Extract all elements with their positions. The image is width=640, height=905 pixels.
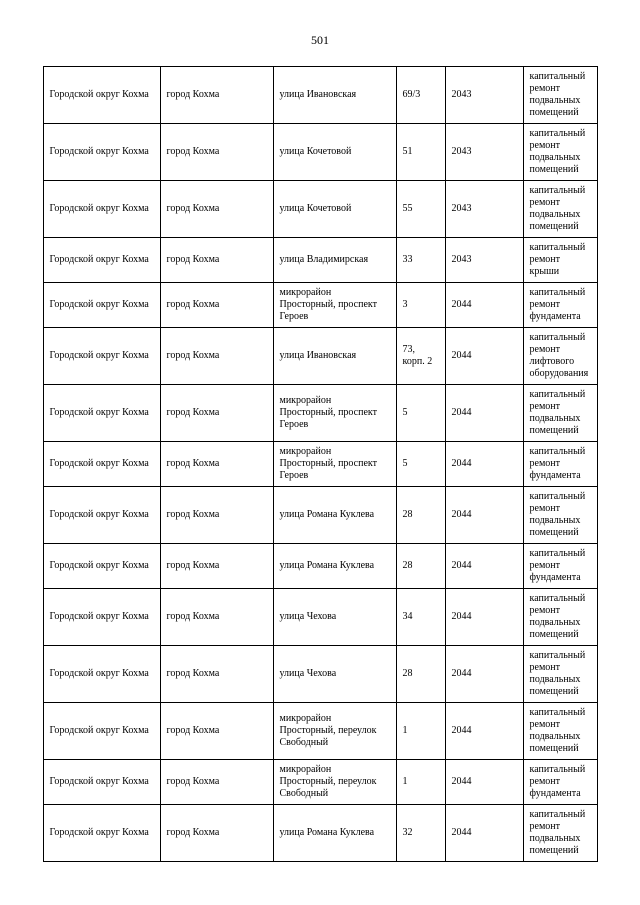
cell-work-type: капитальный ремонт лифтового оборудования [523,328,597,385]
cell-year: 2044 [445,805,523,862]
cell-district: Городской округ Кохма [43,760,160,805]
cell-house-number: 69/3 [396,67,445,124]
cell-street: улица Владимирская [273,238,396,283]
cell-district: Городской округ Кохма [43,67,160,124]
cell-house-number: 34 [396,589,445,646]
cell-street: улица Романа Куклева [273,805,396,862]
table-row [43,283,597,328]
table-row [43,544,597,589]
cell-city: город Кохма [160,487,273,544]
cell-street: микрорайон Просторный, переулок Свободный [273,703,396,760]
table-row [43,328,597,385]
cell-work-type: капитальный ремонт фундамента [523,760,597,805]
cell-year: 2044 [445,703,523,760]
cell-house-number: 3 [396,283,445,328]
cell-city: город Кохма [160,67,273,124]
cell-work-type: капитальный ремонт подвальных помещений [523,124,597,181]
cell-city: город Кохма [160,703,273,760]
page-number: 501 [311,33,329,47]
cell-city: город Кохма [160,181,273,238]
cell-work-type: капитальный ремонт фундамента [523,442,597,487]
cell-city: город Кохма [160,385,273,442]
table-row [43,760,597,805]
cell-work-type: капитальный ремонт подвальных помещений [523,589,597,646]
cell-district: Городской округ Кохма [43,283,160,328]
cell-street: улица Романа Куклева [273,487,396,544]
cell-house-number: 1 [396,703,445,760]
cell-house-number: 33 [396,238,445,283]
cell-year: 2043 [445,124,523,181]
cell-work-type: капитальный ремонт подвальных помещений [523,385,597,442]
cell-house-number: 73, корп. 2 [396,328,445,385]
cell-year: 2044 [445,544,523,589]
cell-city: город Кохма [160,646,273,703]
cell-house-number: 28 [396,487,445,544]
table-row [43,238,597,283]
cell-street: микрорайон Просторный, переулок Свободный [273,760,396,805]
cell-street: микрорайон Просторный, проспект Героев [273,442,396,487]
cell-city: город Кохма [160,238,273,283]
cell-district: Городской округ Кохма [43,328,160,385]
cell-year: 2044 [445,487,523,544]
cell-district: Городской округ Кохма [43,487,160,544]
cell-year: 2043 [445,181,523,238]
cell-year: 2044 [445,442,523,487]
cell-street: микрорайон Просторный, проспект Героев [273,283,396,328]
cell-district: Городской округ Кохма [43,238,160,283]
table-row [43,124,597,181]
cell-house-number: 55 [396,181,445,238]
cell-street: улица Романа Куклева [273,544,396,589]
table-row [43,703,597,760]
cell-city: город Кохма [160,328,273,385]
cell-city: город Кохма [160,283,273,328]
cell-street: микрорайон Просторный, проспект Героев [273,385,396,442]
cell-district: Городской округ Кохма [43,442,160,487]
cell-year: 2043 [445,67,523,124]
table-row [43,442,597,487]
cell-city: город Кохма [160,805,273,862]
cell-work-type: капитальный ремонт подвальных помещений [523,67,597,124]
cell-city: город Кохма [160,442,273,487]
cell-street: улица Чехова [273,646,396,703]
cell-work-type: капитальный ремонт подвальных помещений [523,703,597,760]
cell-district: Городской округ Кохма [43,385,160,442]
table-row [43,67,597,124]
table-row [43,646,597,703]
cell-street: улица Чехова [273,589,396,646]
table-row [43,805,597,862]
table-body [43,67,597,862]
cell-city: город Кохма [160,760,273,805]
cell-work-type: капитальный ремонт фундамента [523,544,597,589]
cell-street: улица Ивановская [273,67,396,124]
cell-district: Городской округ Кохма [43,544,160,589]
cell-district: Городской округ Кохма [43,124,160,181]
table-row [43,181,597,238]
cell-district: Городской округ Кохма [43,703,160,760]
cell-work-type: капитальный ремонт фундамента [523,283,597,328]
cell-work-type: капитальный ремонт подвальных помещений [523,805,597,862]
cell-work-type: капитальный ремонт подвальных помещений [523,181,597,238]
cell-house-number: 5 [396,385,445,442]
cell-house-number: 1 [396,760,445,805]
cell-work-type: капитальный ремонт подвальных помещений [523,487,597,544]
table-row [43,487,597,544]
cell-year: 2044 [445,385,523,442]
cell-city: город Кохма [160,544,273,589]
cell-district: Городской округ Кохма [43,589,160,646]
cell-city: город Кохма [160,124,273,181]
cell-year: 2044 [445,760,523,805]
cell-year: 2044 [445,646,523,703]
cell-house-number: 28 [396,646,445,703]
table-row [43,589,597,646]
cell-district: Городской округ Кохма [43,646,160,703]
cell-district: Городской округ Кохма [43,805,160,862]
cell-house-number: 51 [396,124,445,181]
cell-house-number: 32 [396,805,445,862]
cell-street: улица Кочетовой [273,124,396,181]
cell-city: город Кохма [160,589,273,646]
cell-house-number: 5 [396,442,445,487]
cell-street: улица Ивановская [273,328,396,385]
cell-year: 2044 [445,589,523,646]
table-row [43,385,597,442]
cell-house-number: 28 [396,544,445,589]
cell-work-type: капитальный ремонт крыши [523,238,597,283]
cell-work-type: капитальный ремонт подвальных помещений [523,646,597,703]
cell-street: улица Кочетовой [273,181,396,238]
cell-year: 2044 [445,328,523,385]
cell-district: Городской округ Кохма [43,181,160,238]
cell-year: 2044 [445,283,523,328]
cell-year: 2043 [445,238,523,283]
capital-repair-schedule-table [43,66,598,862]
